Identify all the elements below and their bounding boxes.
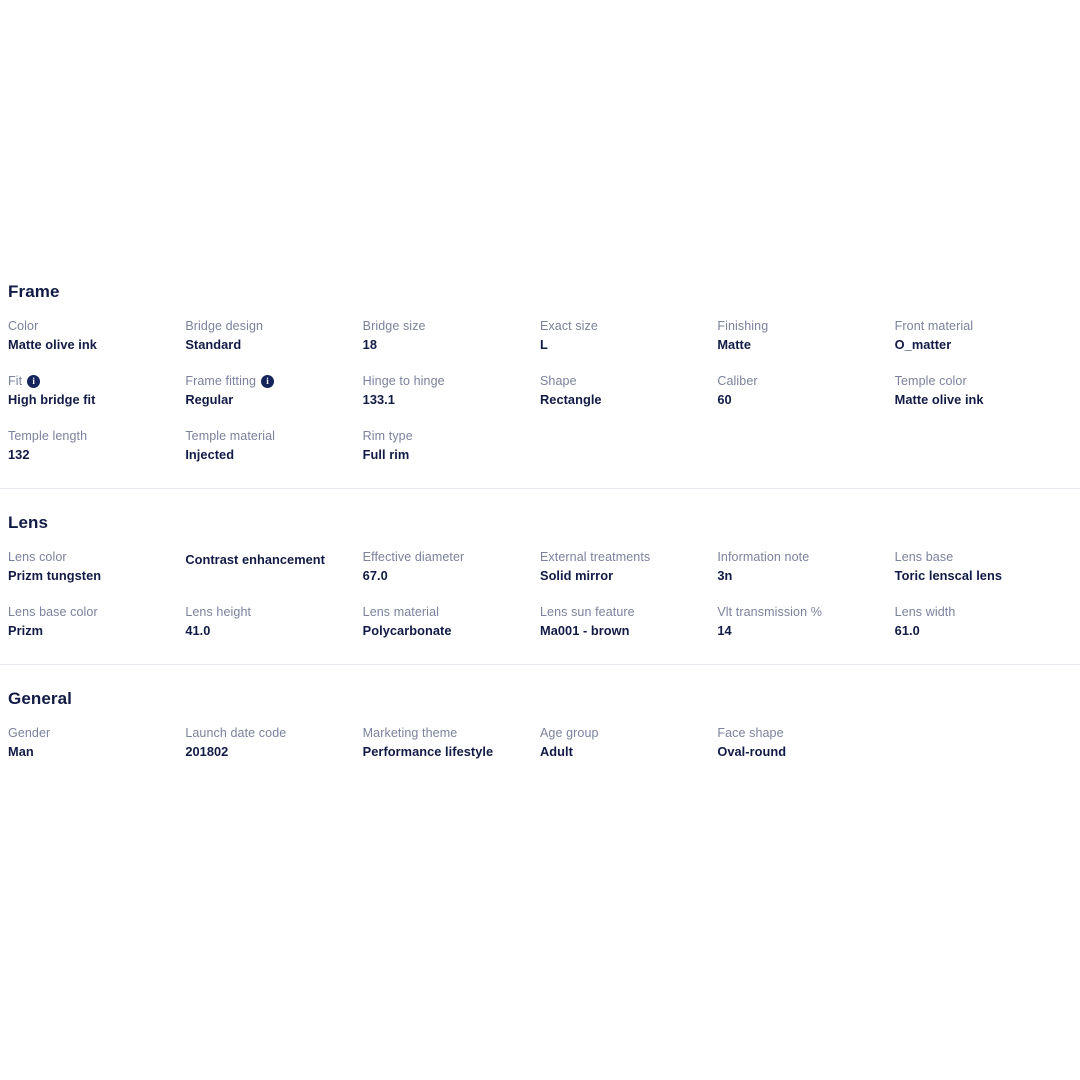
spec-label: Front material: [894, 319, 974, 333]
section-title-general: General: [8, 689, 73, 708]
spec-label: Information note: [717, 550, 810, 564]
spec-value: 18: [362, 337, 377, 352]
info-icon[interactable]: i: [261, 375, 274, 388]
spec-value: O_matter: [894, 337, 952, 352]
spec-cell-shape: [540, 373, 717, 428]
spec-value: 3n: [717, 568, 733, 583]
spec-value: 201802: [185, 744, 229, 759]
spec-value: 14: [717, 623, 732, 638]
section-title-frame: Frame: [8, 282, 60, 301]
spec-value: Solid mirror: [539, 568, 614, 583]
spec-cell-lens-material: [363, 604, 540, 659]
spec-label: Age group: [539, 726, 599, 740]
spec-value: Prizm tungsten: [8, 568, 102, 583]
frame-spec-grid: [8, 318, 1072, 483]
section-frame: [0, 258, 1080, 488]
spec-label: Marketing theme: [362, 726, 458, 740]
spec-cell-bridge-size: [363, 318, 540, 373]
spec-cell-external-treatments: [540, 549, 717, 604]
spec-cell-gender: [8, 725, 185, 771]
spec-cell-contrast-enhancement: [185, 549, 362, 604]
spec-value: Injected: [185, 447, 235, 462]
spec-value: 133.1: [362, 392, 395, 407]
section-lens: [0, 488, 1080, 664]
spec-label: Effective diameter: [362, 550, 465, 564]
spec-label: Temple color: [894, 374, 967, 388]
spec-label: Temple material: [185, 429, 276, 443]
spec-label: Launch date code: [185, 726, 287, 740]
spec-cell-marketing-theme: [363, 725, 540, 771]
spec-cell-lens-height: [185, 604, 362, 659]
spec-label: Gender: [8, 726, 51, 740]
spec-cell-information-note: [717, 549, 894, 604]
spec-cell-launch-date-code: [185, 725, 362, 771]
spec-cell-caliber: [717, 373, 894, 428]
spec-cell-lens-sun-feature: [540, 604, 717, 659]
spec-value: Oval-round: [717, 744, 787, 759]
spec-cell-frame-fitting: [185, 373, 362, 428]
spec-label: Caliber: [717, 374, 758, 388]
spec-cell-lens-base: [895, 549, 1072, 604]
spec-value: Matte olive ink: [8, 337, 97, 352]
spec-label: Vlt transmission %: [717, 605, 822, 619]
spec-label: Color: [8, 319, 39, 333]
spec-label: Lens base color: [8, 605, 98, 619]
spec-value: Rectangle: [539, 392, 602, 407]
spec-cell-effective-diameter: [363, 549, 540, 604]
spec-label: Lens sun feature: [539, 605, 635, 619]
spec-cell-lens-color: [8, 549, 185, 604]
spec-label: Rim type: [362, 429, 413, 443]
spec-cell-face-shape: [717, 725, 894, 771]
spec-label: Face shape: [717, 726, 784, 740]
spec-value: High bridge fit: [8, 392, 96, 407]
spec-cell-temple-color: [895, 373, 1072, 428]
spec-cell-age-group: [540, 725, 717, 771]
spec-cell-bridge-design: [185, 318, 362, 373]
spec-label: Temple length: [8, 429, 88, 443]
spec-value: 132: [8, 447, 30, 462]
spec-label: Shape: [539, 374, 577, 388]
spec-value: 41.0: [185, 623, 211, 638]
spec-label: Exact size: [539, 319, 598, 333]
spec-value: Man: [8, 744, 34, 759]
spec-label: Frame fitting: [185, 374, 257, 388]
spec-cell-temple-length: [8, 428, 185, 483]
lens-spec-grid: [8, 549, 1072, 659]
spec-cell-empty: [895, 725, 1072, 771]
spec-cell-exact-size: [540, 318, 717, 373]
spec-label: Hinge to hinge: [362, 374, 445, 388]
spec-label: Finishing: [717, 319, 769, 333]
spec-value: Toric lenscal lens: [894, 568, 1003, 583]
info-icon[interactable]: i: [27, 375, 40, 388]
spec-cell-vlt-transmission: [717, 604, 894, 659]
spec-cell-hinge-to-hinge: [363, 373, 540, 428]
spec-value: L: [539, 337, 548, 352]
spec-value: Ma001 - brown: [539, 623, 630, 638]
spec-value: Matte: [717, 337, 751, 352]
spec-cell-temple-material: [185, 428, 362, 483]
spec-label-row: [185, 373, 350, 389]
spec-label-row: [8, 373, 173, 389]
spec-value: Regular: [185, 392, 234, 407]
spec-value: 60: [717, 392, 732, 407]
spec-label: Bridge size: [362, 319, 426, 333]
spec-value: Performance lifestyle: [362, 744, 494, 759]
spec-value: 67.0: [362, 568, 388, 583]
section-general: [0, 664, 1080, 776]
spec-label: External treatments: [539, 550, 651, 564]
spec-cell-rim-type: [363, 428, 540, 483]
spec-label: Lens color: [8, 550, 67, 564]
spec-value: Full rim: [362, 447, 410, 462]
spec-cell-lens-base-color: [8, 604, 185, 659]
spec-label: Lens material: [362, 605, 439, 619]
spec-value: Standard: [185, 337, 242, 352]
spec-value: 61.0: [894, 623, 920, 638]
spec-cell-fit: [8, 373, 185, 428]
spec-value: Matte olive ink: [894, 392, 984, 407]
spec-value: Polycarbonate: [362, 623, 452, 638]
spec-label: Bridge design: [185, 319, 264, 333]
spec-cell-lens-width: [895, 604, 1072, 659]
general-spec-grid: [8, 725, 1072, 771]
spec-value: Prizm: [8, 623, 44, 638]
spec-cell-finishing: [717, 318, 894, 373]
spec-label: Lens base: [894, 550, 954, 564]
spec-label: Fit: [8, 374, 23, 388]
spec-cell-front-material: [895, 318, 1072, 373]
spec-cell-color: [8, 318, 185, 373]
section-title-lens: Lens: [8, 513, 49, 532]
spec-label: Lens width: [894, 605, 956, 619]
spec-value: Adult: [539, 744, 573, 759]
spec-label: Lens height: [185, 605, 252, 619]
spec-value: Contrast enhancement: [185, 552, 325, 567]
specifications-container: [0, 258, 1080, 776]
